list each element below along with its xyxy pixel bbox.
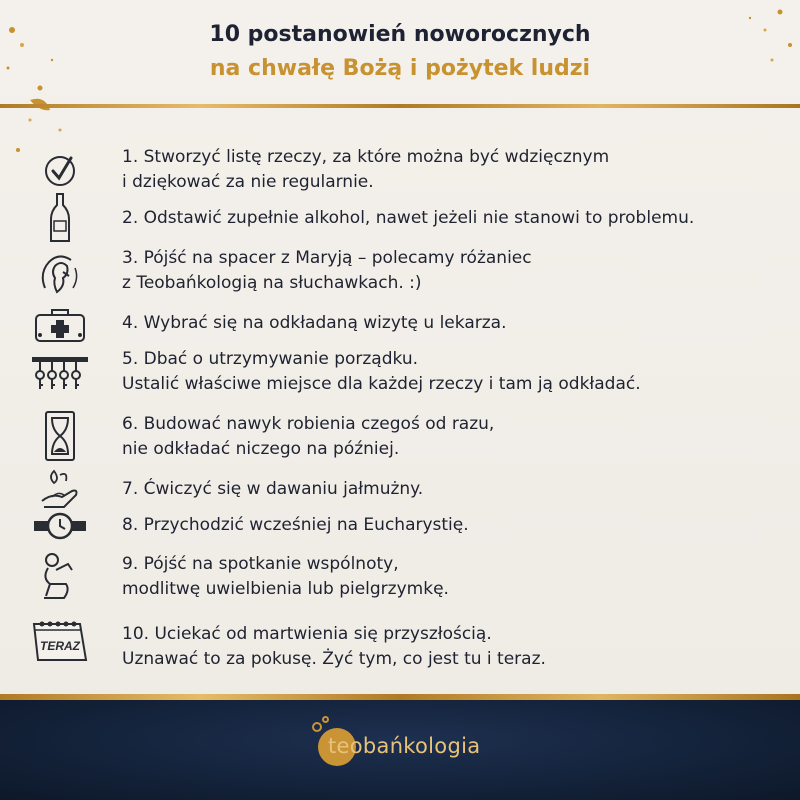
teobankologia-logo — [312, 726, 492, 770]
logo-dot-icon — [312, 722, 322, 732]
hourglass-icon — [28, 408, 92, 464]
list-item-text-4: 4. Wybrać się na odkładaną wizytę u lekarza. — [122, 313, 507, 333]
list-item-text-7: 7. Ćwiczyć się w dawaniu jałmużny. — [122, 479, 424, 499]
checkmark-circle-icon — [28, 145, 92, 195]
giving-hand-icon — [28, 465, 92, 515]
page-title: 10 postanowień noworocznych — [209, 22, 591, 47]
list-item-text-5a: 5. Dbać o utrzymywanie porządku. — [122, 349, 419, 369]
first-aid-kit-icon — [28, 303, 92, 347]
header — [0, 18, 800, 86]
page-subtitle: na chwałę Bożą i pożytek ludzi — [209, 56, 591, 81]
list-item-text-10b: Uznawać to za pokusę. Żyć tym, co jest tu i teraz. — [122, 649, 546, 669]
logo-text: teobańkologia — [328, 734, 481, 758]
list-item-text-9a: 9. Pójść na spotkanie wspólnoty, — [122, 554, 399, 574]
calendar-teraz-label: TERAZ — [40, 639, 80, 653]
list-item-text-3a: 3. Pójść na spacer z Maryją – polecamy różaniec — [122, 248, 532, 268]
mary-silhouette-icon — [28, 246, 92, 300]
key-rack-icon — [28, 351, 92, 395]
list-item-text-1a: 1. Stworzyć listę rzeczy, za które można być wdzięcznym — [122, 147, 610, 167]
list-item-text-9b: modlitwę uwielbienia lub pielgrzymkę. — [122, 579, 449, 599]
list-item-text-1b: i dziękować za nie regularnie. — [122, 172, 374, 192]
list-item-text-8: 8. Przychodzić wcześniej na Eucharystię. — [122, 515, 469, 535]
logo-dot-small-icon — [322, 716, 329, 723]
list-item-text-6a: 6. Budować nawyk robienia czegoś od razu, — [122, 414, 495, 434]
bottle-icon — [28, 190, 92, 246]
list-item-text-2: 2. Odstawić zupełnie alkohol, nawet jeżeli nie stanowi to problemu. — [122, 208, 695, 228]
praying-person-icon — [28, 548, 92, 604]
gold-divider-top — [0, 104, 800, 108]
list-item-text-10a: 10. Uciekać od martwienia się przyszłością. — [122, 624, 492, 644]
calendar-teraz-icon — [28, 616, 92, 666]
list-item-text-3b: z Teobańkologią na słuchawkach. :) — [122, 273, 422, 293]
list-item-text-6b: nie odkładać niczego na później. — [122, 439, 400, 459]
wristwatch-icon — [28, 509, 92, 543]
list-item-text-5b: Ustalić właściwe miejsce dla każdej rzeczy i tam ją odkładać. — [122, 374, 641, 394]
